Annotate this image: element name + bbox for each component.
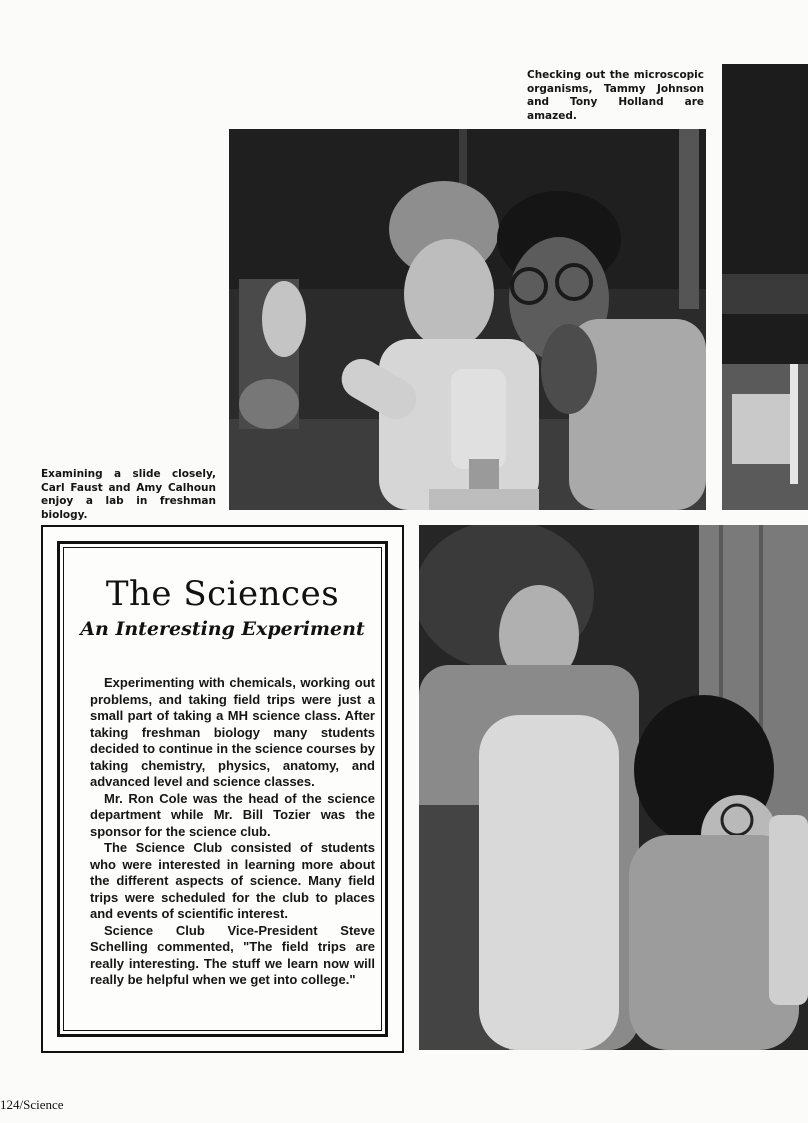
photo-adjacent-page-top [722,64,808,510]
article-title: The Sciences [105,574,340,614]
article-subtitle: An Interesting Experiment [80,618,365,640]
article-paragraph: Mr. Ron Cole was the head of the science department while Mr. Bill Tozier was the sponsor for the science club. [90,790,375,839]
photo-students-microscope [229,129,706,510]
article-inner-frame [57,541,388,1037]
photo-caption-top: Checking out the microscopic organisms, Tammy Johnson and Tony Holland are amazed. [527,69,704,122]
article-box [41,525,404,1053]
article-paragraph: The Science Club consisted of students who were interested in learning more about the different aspects of science. Many field trips were scheduled for the club to places and events of scientific interest. [90,840,375,921]
article-body [90,675,375,989]
photo-caption-left: Examining a slide closely, Carl Faust and Amy Calhoun enjoy a lab in freshman biology. [41,468,216,521]
page-folio: 124/Science [0,1097,64,1112]
photo-girls-microscope [419,525,808,1050]
article-paragraph: Experimenting with chemicals, working out problems, and taking field trips were just a small part of taking a MH science class. After taking freshman biology many students decided to continue in the science courses by taking chemistry, physics, anatomy, and advanced level and science classes. [90,675,375,789]
article-paragraph: Science Club Vice-President Steve Schelling commented, "The field trips are really interesting. The stuff we learn now will really be helpful when we get into college." [90,922,375,987]
